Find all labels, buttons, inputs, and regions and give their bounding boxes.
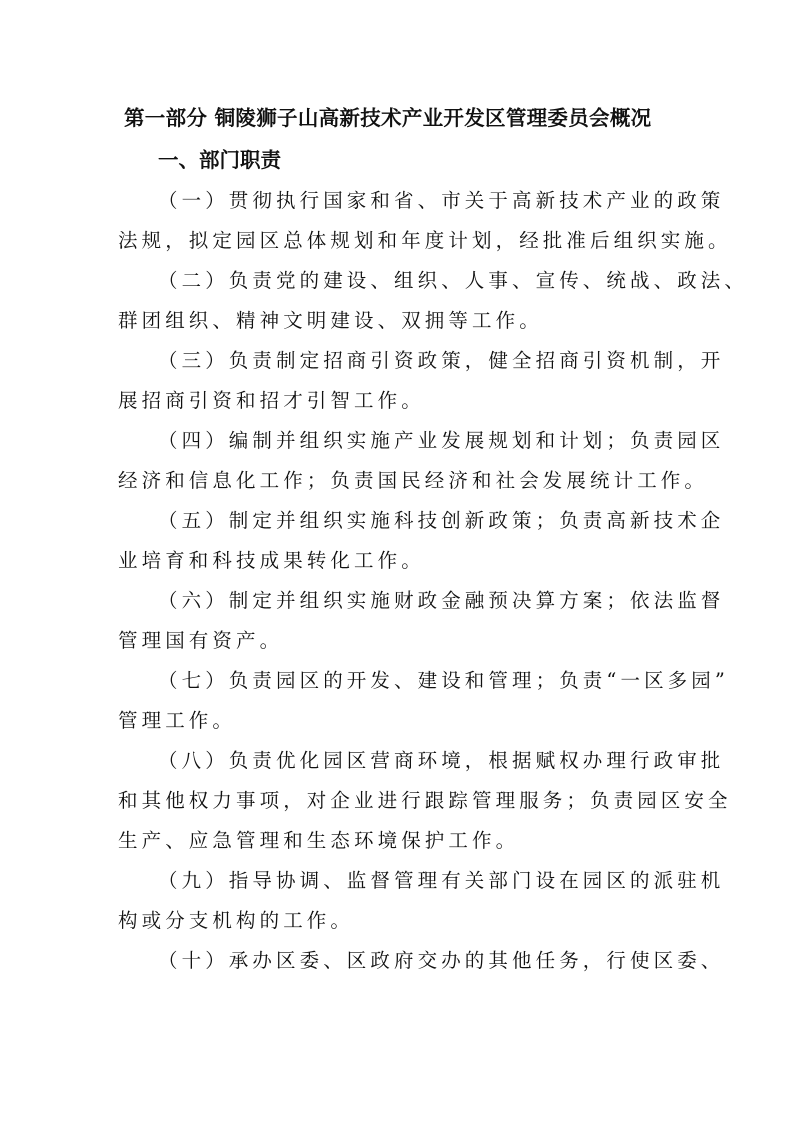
duty-line: 法规，拟定园区总体规划和年度计划，经批准后组织实施。	[118, 229, 732, 252]
duty-paragraph	[118, 661, 729, 741]
duty-line: 管理工作。	[118, 709, 237, 732]
duty-line: 管理国有资产。	[118, 629, 284, 652]
duty-paragraph	[118, 261, 749, 341]
duty-line: （九）指导协调、监督管理有关部门设在园区的派驻机	[158, 869, 725, 892]
duty-line: （六）制定并组织实施财政金融预决算方案；依法监督	[158, 589, 725, 612]
duty-line: （八）负责优化园区营商环境，根据赋权办理行政审批	[158, 749, 725, 772]
duty-paragraph	[118, 741, 732, 861]
duty-line: 群团组织、精神文明建设、双拥等工作。	[118, 309, 543, 332]
duty-paragraph	[118, 941, 725, 981]
duty-paragraph	[118, 581, 725, 661]
duty-line: （二）负责党的建设、组织、人事、宣传、统战、政法、	[158, 269, 749, 292]
section-heading: 一、部门职责	[158, 148, 281, 172]
duty-line: 和其他权力事项，对企业进行跟踪管理服务；负责园区安全	[118, 789, 732, 812]
duty-paragraph	[118, 861, 725, 941]
duty-line: （一）贯彻执行国家和省、市关于高新技术产业的政策	[158, 189, 725, 212]
duties-list	[118, 181, 749, 981]
duty-line: 经济和信息化工作；负责国民经济和社会发展统计工作。	[118, 469, 709, 492]
duty-paragraph	[118, 341, 725, 421]
duty-paragraph	[118, 181, 732, 261]
duty-paragraph	[118, 421, 725, 501]
duty-line: （十）承办区委、区政府交办的其他任务，行使区委、	[158, 949, 725, 972]
page-title: 第一部分 铜陵狮子山高新技术产业开发区管理委员会概况	[124, 106, 652, 130]
duty-line: 构或分支机构的工作。	[118, 909, 355, 932]
duty-line: （四）编制并组织实施产业发展规划和计划；负责园区	[158, 429, 725, 452]
duty-line: （三）负责制定招商引资政策，健全招商引资机制，开	[158, 349, 725, 372]
duty-paragraph	[118, 501, 725, 581]
duty-line: 展招商引资和招才引智工作。	[118, 389, 425, 412]
duty-line: （七）负责园区的开发、建设和管理；负责“一区多园”	[158, 669, 729, 692]
duty-line: （五）制定并组织实施科技创新政策；负责高新技术企	[158, 509, 725, 532]
duty-line: 生产、应急管理和生态环境保护工作。	[118, 829, 520, 852]
duty-line: 业培育和科技成果转化工作。	[118, 549, 425, 572]
